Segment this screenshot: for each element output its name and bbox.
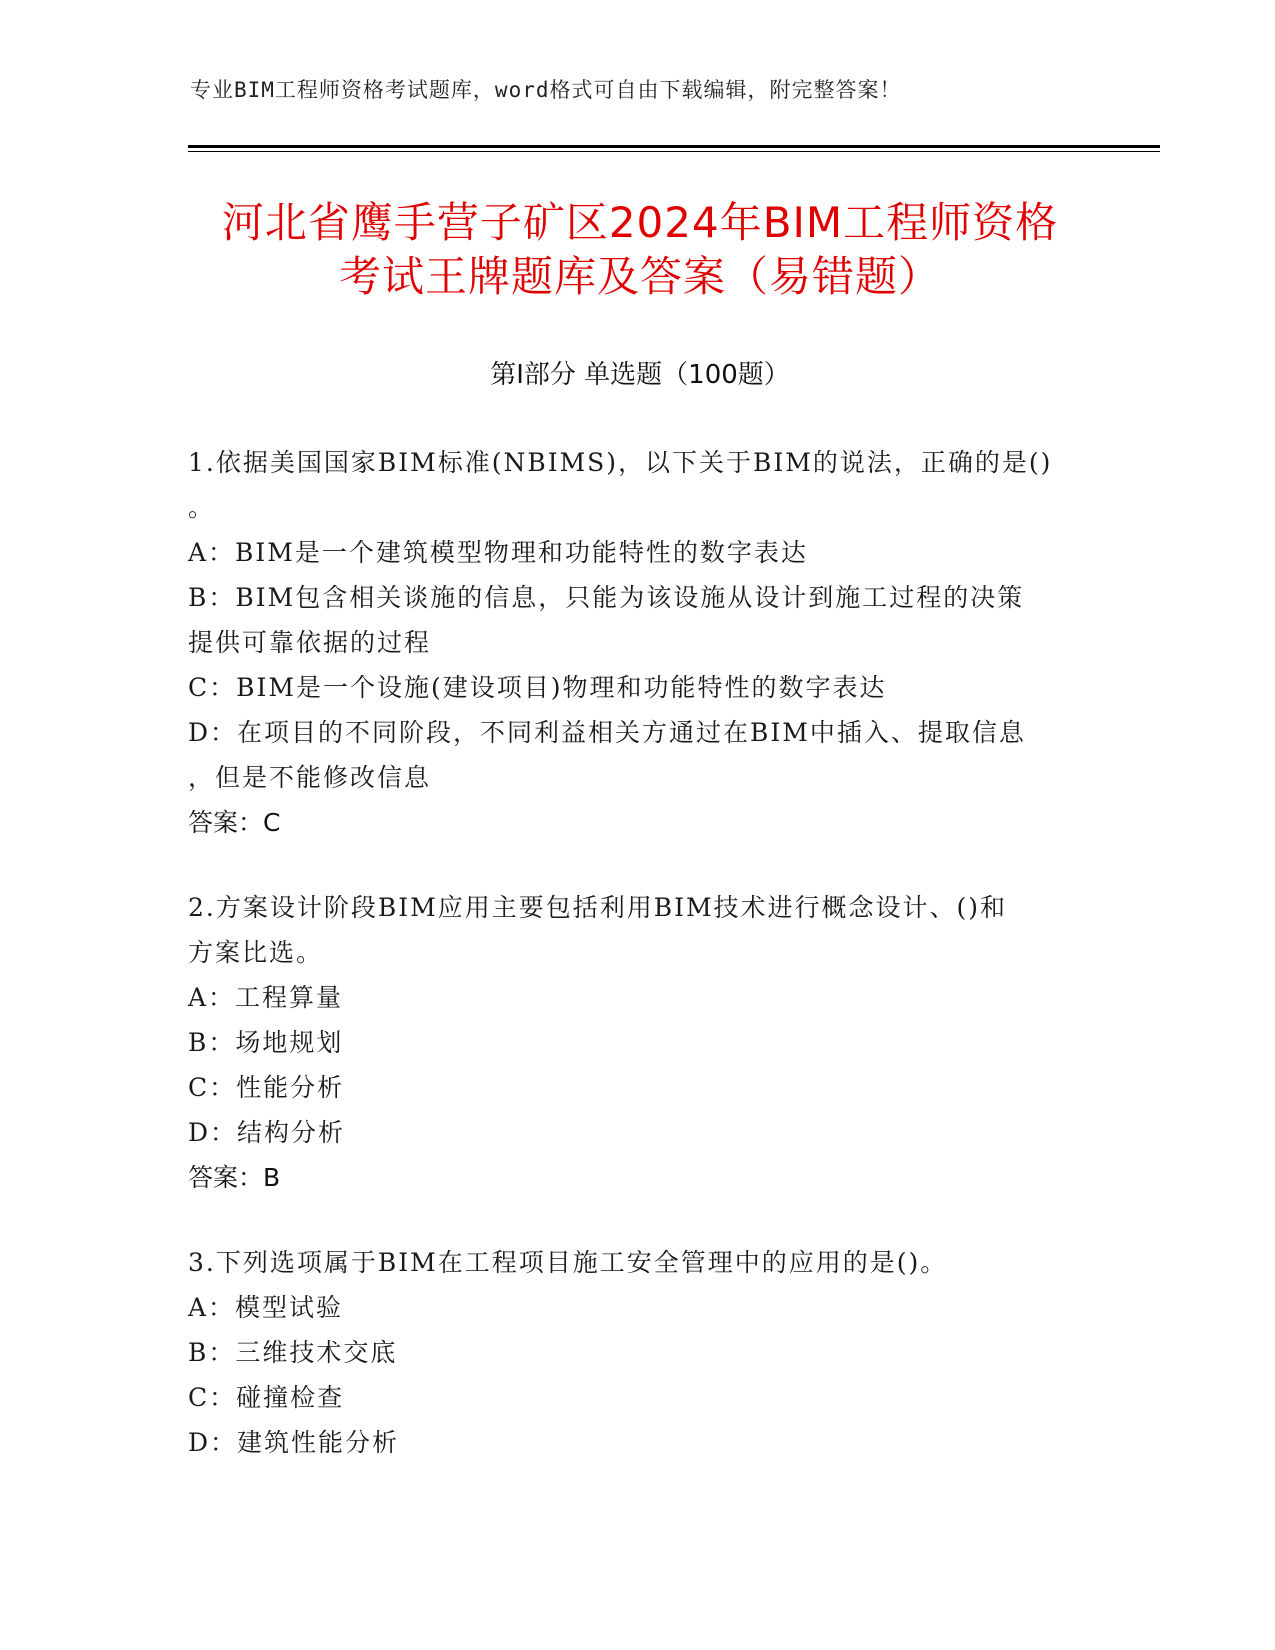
option-c: C：BIM是一个设施(建设项目)物理和功能特性的数字表达 xyxy=(188,673,887,702)
question-stem-line: 。 xyxy=(188,493,216,522)
option-d: D：结构分析 xyxy=(188,1118,346,1147)
document-title-line-2: 考试王牌题库及答案（易错题） xyxy=(338,252,941,301)
question-list xyxy=(188,440,1088,1505)
question-stem-line: 3.下列选项属于BIM在工程项目施工安全管理中的应用的是()。 xyxy=(188,1248,948,1277)
section-heading: 第Ⅰ部分 单选题（100题） xyxy=(490,360,790,390)
question-3 xyxy=(188,1240,1088,1465)
question-stem-line: 方案比选。 xyxy=(188,938,324,967)
option-b: B：三维技术交底 xyxy=(188,1338,398,1367)
option-c: C：性能分析 xyxy=(188,1073,345,1102)
option-b: B：BIM包含相关谈施的信息，只能为该设施从设计到施工过程的决策 xyxy=(188,583,1025,612)
option-d-continued: ，但是不能修改信息 xyxy=(188,763,432,792)
option-b-continued: 提供可靠依据的过程 xyxy=(188,628,432,657)
question-stem-line: 1.依据美国国家BIM标准(NBIMS)，以下关于BIM的说法，正确的是() xyxy=(188,448,1053,477)
option-b: B：场地规划 xyxy=(188,1028,344,1057)
question-stem-line: 2.方案设计阶段BIM应用主要包括利用BIM技术进行概念设计、()和 xyxy=(188,893,1008,922)
document-title-line-1: 河北省鹰手营子矿区2024年BIM工程师资格 xyxy=(221,198,1059,247)
answer: 答案：B xyxy=(188,1163,281,1192)
option-d: D：在项目的不同阶段，不同利益相关方通过在BIM中插入、提取信息 xyxy=(188,718,1026,747)
option-a: A：工程算量 xyxy=(188,983,344,1012)
answer: 答案：C xyxy=(188,808,281,837)
option-c: C：碰撞检查 xyxy=(188,1383,345,1412)
document-title xyxy=(180,196,1100,304)
header-rule-thin xyxy=(188,151,1160,152)
header-rule-thick xyxy=(188,145,1160,148)
question-2 xyxy=(188,885,1088,1200)
option-a: A：模型试验 xyxy=(188,1293,344,1322)
page-header: 专业BIM工程师资格考试题库，word格式可自由下载编辑，附完整答案！ xyxy=(190,78,902,102)
question-1 xyxy=(188,440,1088,845)
option-a: A：BIM是一个建筑模型物理和功能特性的数字表达 xyxy=(188,538,808,567)
option-d: D：建筑性能分析 xyxy=(188,1428,400,1457)
